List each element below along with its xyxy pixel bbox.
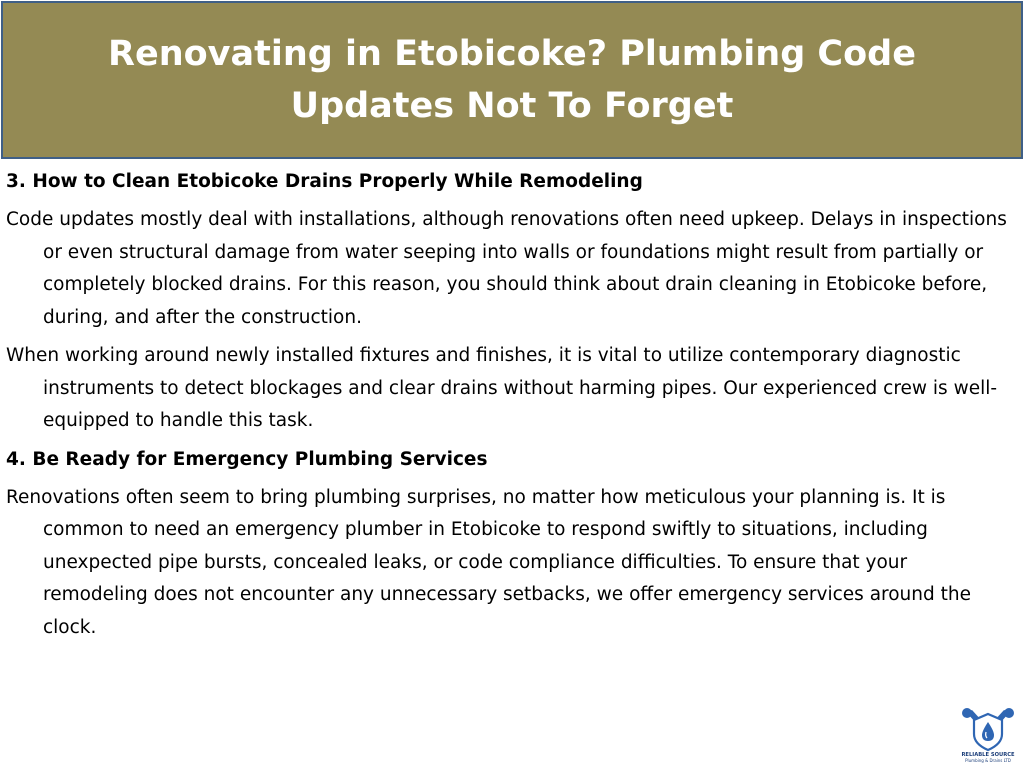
svg-text:RELIABLE SOURCE: RELIABLE SOURCE xyxy=(961,752,1015,758)
shield-wrench-logo-icon xyxy=(958,706,1018,764)
paragraph: When working around newly installed fixtures and finishes, it is vital to utilize contemporary diagnostic instruments to detect blockages and clear drains without harming pipes. Our experienced crew is well-equipped to handle this task. xyxy=(6,345,998,431)
paragraph: Code updates mostly deal with installations, although renovations often need upkeep. Delays in inspections or even structural damage from water seeping into walls or foundations might result from partially or completely blocked drains. For this reason, you should think about drain cleaning in Etobicoke before, during, and after the construction. xyxy=(6,209,1007,328)
svg-text:Plumbing & Drains LTD: Plumbing & Drains LTD xyxy=(965,758,1011,763)
paragraph: Renovations often seem to bring plumbing surprises, no matter how meticulous your planning is. It is common to need an emergency plumber in Etobicoke to respond swiftly to situations, including unexpected pipe bursts, concealed leaks, or code compliance difficulties. To ensure that your remodeling does not encounter any unnecessary setbacks, we offer emergency services around the clock. xyxy=(6,486,971,638)
section-heading: 3. How to Clean Etobicoke Drains Properly While Remodeling xyxy=(6,171,643,192)
section-heading: 4. Be Ready for Emergency Plumbing Services xyxy=(6,448,488,470)
title-banner xyxy=(1,1,1023,159)
page-title: Renovating in Etobicoke? Plumbing Code Updates Not To Forget xyxy=(108,34,916,126)
company-logo xyxy=(958,706,1018,764)
content-area xyxy=(6,166,1014,650)
